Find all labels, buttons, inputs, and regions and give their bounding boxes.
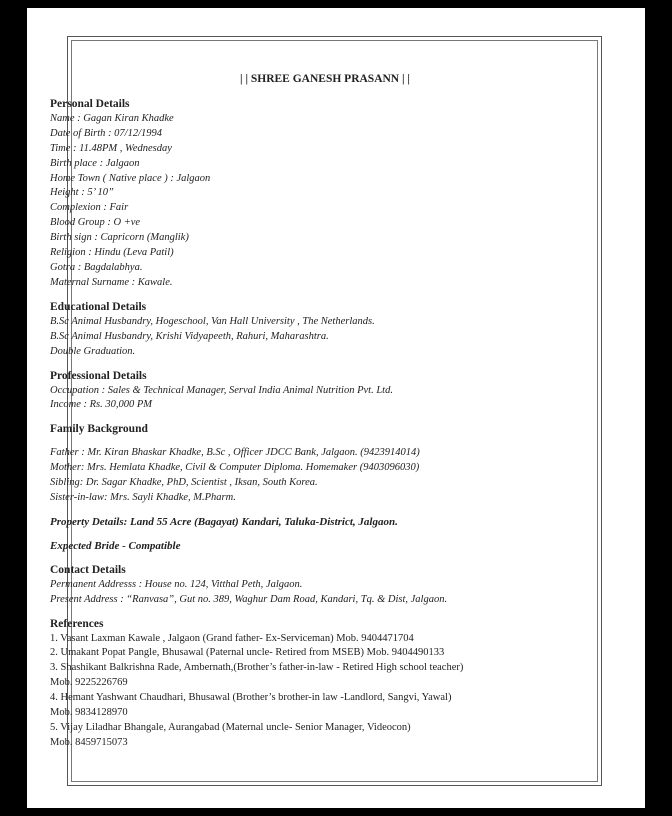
- references-heading: References: [50, 617, 104, 630]
- personal-detail-line: Height : 5’ 10”: [50, 187, 114, 199]
- education-details: [50, 315, 570, 360]
- education-heading: Educational Details: [50, 300, 147, 313]
- family-detail-line: Father : Mr. Kiran Bhaskar Khadke, B.Sc , Officer JDCC Bank, Jalgaon. (9423914014): [50, 447, 420, 459]
- professional-heading: Professional Details: [50, 369, 147, 382]
- personal-detail-line: Complexion : Fair: [50, 202, 129, 214]
- property-details: Property Details: Land 55 Acre (Bagayat) Kandari, Taluka-District, Jalgaon.: [50, 515, 398, 528]
- personal-detail-line: Blood Group : O +ve: [50, 217, 141, 229]
- family-detail-line: Sister-in-law: Mrs. Sayli Khadke, M.Pharm.: [50, 492, 236, 504]
- expected-bride: Expected Bride - Compatible: [50, 539, 181, 552]
- family-detail-line: Sibling: Dr. Sagar Khadke, PhD, Scientist , Iksan, South Korea.: [50, 477, 318, 489]
- reference-line: Mob. 8459715073: [50, 736, 128, 748]
- personal-detail-line: Birth sign : Capricorn (Manglik): [50, 232, 189, 244]
- family-details: [50, 446, 570, 506]
- reference-line: Mob. 9834128970: [50, 707, 128, 719]
- education-detail-line: B.Sc Animal Husbandry, Krishi Vidyapeeth, Rahuri, Maharashtra.: [50, 330, 329, 342]
- reference-line: 1. Vasant Laxman Kawale , Jalgaon (Grand father- Ex-Serviceman) Mob. 9404471704: [50, 632, 414, 644]
- contact-detail-line: Permanent Addresss : House no. 124, Vitthal Peth, Jalgaon.: [50, 578, 303, 590]
- reference-line: 5. Vijay Liladhar Bhangale, Aurangabad (Maternal uncle- Senior Manager, Videocon): [50, 722, 411, 733]
- professional-detail-line: Income : Rs. 30,000 PM: [50, 399, 153, 411]
- family-detail-line: Mother: Mrs. Hemlata Khadke, Civil & Computer Diploma. Homemaker (9403096030): [50, 462, 420, 474]
- document-title: | | SHREE GANESH PRASANN | |: [240, 73, 410, 85]
- professional-details: [50, 384, 570, 414]
- personal-detail-line: Time : 11.48PM , Wednesday: [50, 142, 172, 154]
- reference-line: Mob. 9225226769: [50, 677, 128, 689]
- education-detail-line: B.Sc Animal Husbandry, Hogeschool, Van Hall University , The Netherlands.: [50, 315, 375, 327]
- contact-heading: Contact Details: [50, 563, 126, 576]
- personal-detail-line: Date of Birth : 07/12/1994: [50, 127, 162, 139]
- contact-detail-line: Present Address : “Ranvasa”, Gut no. 389, Waghur Dam Road, Kandari, Tq. & Dist, Jalgaon.: [50, 593, 448, 605]
- reference-line: 2. Umakant Popat Pangle, Bhusawal (Paternal uncle- Retired from MSEB) Mob. 9404490133: [50, 647, 445, 659]
- personal-detail-line: Name : Gagan Kiran Khadke: [50, 112, 174, 124]
- education-detail-line: Double Graduation.: [50, 345, 136, 357]
- biodata-content: [50, 72, 570, 751]
- reference-line: 3. Shashikant Balkrishna Rade, Ambernath,(Brother’s father-in-law - Retired High school teacher): [50, 662, 464, 674]
- personal-detail-line: Religion : Hindu (Leva Patil): [50, 247, 174, 259]
- professional-detail-line: Occupation : Sales & Technical Manager, Serval India Animal Nutrition Pvt. Ltd.: [50, 384, 393, 396]
- personal-detail-line: Gotra : Bagdalabhya.: [50, 261, 143, 273]
- contact-details: [50, 578, 570, 608]
- personal-detail-line: Maternal Surname : Kawale.: [50, 276, 173, 288]
- personal-detail-line: Home Town ( Native place ) : Jalgaon: [50, 172, 211, 184]
- reference-line: 4. Hemant Yashwant Chaudhari, Bhusawal (Brother’s brother-in law -Landlord, Sangvi, Yawal): [50, 692, 452, 704]
- references-list: [50, 632, 570, 751]
- family-heading: Family Background: [50, 423, 148, 436]
- personal-heading: Personal Details: [50, 97, 130, 110]
- personal-details: [50, 112, 570, 291]
- personal-detail-line: Birth place : Jalgaon: [50, 157, 140, 169]
